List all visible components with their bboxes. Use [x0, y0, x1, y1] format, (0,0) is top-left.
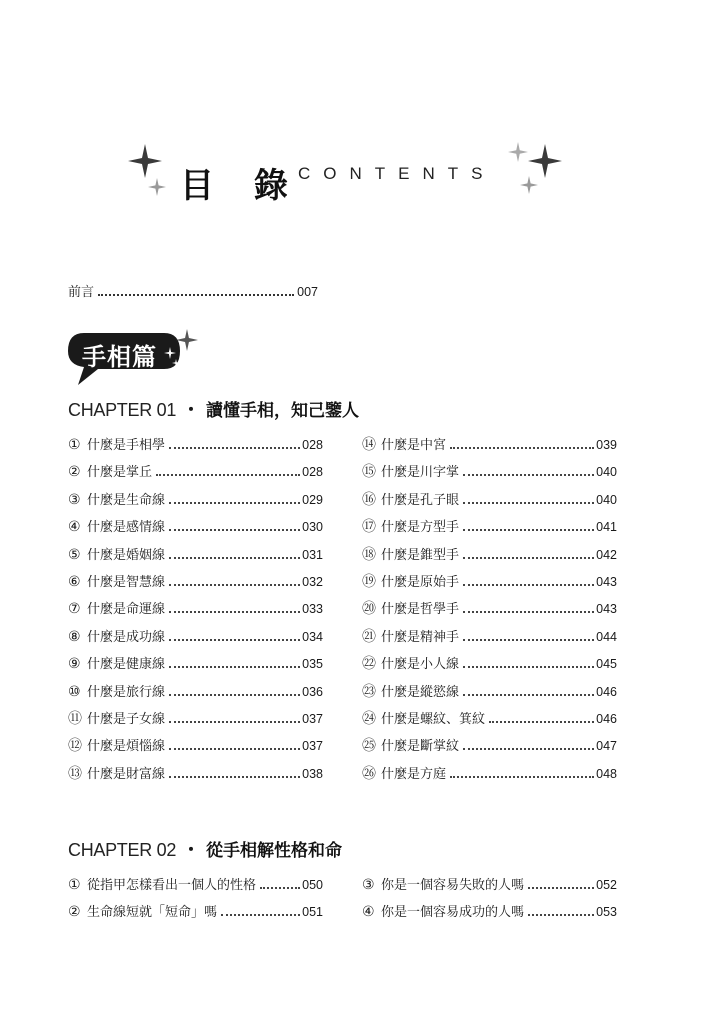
- entry-page: 032: [302, 574, 323, 589]
- entry-number: ⑳: [362, 601, 376, 618]
- entry-number: ⑮: [362, 464, 376, 481]
- toc-entry[interactable]: [362, 681, 617, 708]
- entry-page: 028: [302, 465, 323, 480]
- leader-dots: [169, 557, 300, 559]
- entry-page: 050: [302, 878, 323, 892]
- chapter-number: CHAPTER 01: [68, 400, 177, 420]
- toc-entry[interactable]: [362, 489, 617, 516]
- entry-number: ㉕: [362, 738, 376, 755]
- leader-dots: [450, 776, 594, 778]
- entry-number: ⑬: [68, 765, 82, 782]
- entry-title: 什麼是川字掌: [381, 465, 460, 481]
- entry-title: 什麼是智慧線: [87, 574, 166, 590]
- toc-entry[interactable]: [362, 626, 617, 653]
- leader-dots: [169, 694, 300, 696]
- leader-dots: [260, 887, 300, 889]
- toc-entry[interactable]: [68, 874, 323, 901]
- entry-number: ①: [68, 877, 81, 893]
- entry-title: 什麼是斷掌紋: [381, 739, 460, 755]
- entry-page: 053: [596, 905, 617, 920]
- entry-page: 036: [302, 684, 323, 699]
- chapter-separator: ・: [182, 400, 201, 421]
- entry-number: ⑭: [362, 437, 376, 453]
- toc-entry[interactable]: [68, 763, 323, 790]
- entry-title: 什麼是煩惱線: [87, 739, 166, 755]
- entry-title: 你是一個容易成功的人嗎: [381, 905, 525, 921]
- entry-page: 034: [302, 629, 323, 644]
- sparkle-icon: [508, 142, 528, 162]
- entry-title: 什麼是命運線: [87, 602, 166, 618]
- leader-dots: [528, 887, 594, 889]
- entry-number: ③: [68, 491, 81, 508]
- sparkle-icon: [176, 329, 198, 351]
- toc-entry[interactable]: [362, 516, 617, 543]
- entry-title: 什麼是小人線: [381, 657, 460, 673]
- leader-dots: [463, 748, 594, 750]
- leader-dots: [463, 584, 594, 586]
- entry-number: ⑪: [68, 710, 82, 727]
- page-subtitle: CONTENTS: [298, 164, 496, 183]
- toc-entry[interactable]: [362, 708, 617, 735]
- leader-dots: [169, 529, 300, 531]
- preface-label: 前言: [68, 285, 95, 300]
- entry-title: 什麼是哲學手: [381, 602, 460, 618]
- leader-dots: [463, 529, 594, 531]
- entry-number: ⑫: [68, 738, 82, 755]
- toc-preface-entry[interactable]: [68, 281, 318, 300]
- leader-dots: [169, 776, 300, 778]
- entry-page: 046: [596, 711, 617, 726]
- leader-dots: [463, 502, 594, 504]
- entry-number: ①: [68, 437, 81, 453]
- entry-number: ②: [68, 464, 81, 481]
- toc-entry[interactable]: [362, 763, 617, 790]
- entry-page: 043: [596, 602, 617, 617]
- preface-page: 007: [297, 285, 318, 299]
- entry-page: 045: [596, 657, 617, 672]
- entry-page: 039: [596, 438, 617, 452]
- entry-page: 042: [596, 547, 617, 562]
- entry-number: ⑧: [68, 628, 81, 645]
- toc-entry[interactable]: [362, 571, 617, 598]
- entry-title: 什麼是成功線: [87, 629, 166, 645]
- toc-entry[interactable]: [362, 598, 617, 625]
- sparkle-icon: [148, 178, 166, 196]
- leader-dots: [463, 639, 594, 641]
- leader-dots: [489, 721, 594, 723]
- entry-title: 從指甲怎樣看出一個人的性格: [87, 878, 257, 893]
- entry-number: ㉔: [362, 710, 376, 727]
- toc-entry[interactable]: [68, 434, 323, 461]
- toc-entry[interactable]: [362, 544, 617, 571]
- leader-dots: [528, 914, 594, 916]
- chapter-title: 讀懂手相，知己鑒人: [206, 401, 360, 421]
- entry-number: ④: [362, 904, 375, 921]
- entry-page: 037: [302, 739, 323, 754]
- toc-entry[interactable]: [68, 735, 323, 762]
- entry-number: ⑲: [362, 573, 376, 590]
- entry-number: ⑥: [68, 573, 81, 590]
- chapter-02-left-list: [68, 874, 323, 929]
- entry-number: ㉖: [362, 765, 376, 782]
- leader-dots: [169, 611, 300, 613]
- contents-header: [0, 140, 725, 210]
- entry-page: 041: [596, 520, 617, 535]
- toc-entry[interactable]: [68, 598, 323, 625]
- entry-title: 什麼是感情線: [87, 520, 166, 536]
- entry-number: ⑱: [362, 546, 376, 563]
- entry-page: 047: [596, 739, 617, 754]
- entry-title: 什麼是財富線: [87, 766, 166, 782]
- toc-entry[interactable]: [68, 489, 323, 516]
- page-title: 目 錄: [180, 166, 302, 206]
- chapter-02-right-list: [362, 874, 617, 929]
- entry-title: 什麼是子女線: [87, 711, 166, 727]
- entry-number: ⑤: [68, 546, 81, 563]
- toc-entry[interactable]: [68, 544, 323, 571]
- entry-page: 046: [596, 684, 617, 699]
- entry-title: 什麼是生命線: [87, 492, 166, 508]
- entry-number: ㉓: [362, 683, 376, 700]
- toc-entry[interactable]: [68, 626, 323, 653]
- entry-title: 什麼是旅行線: [87, 684, 166, 700]
- entry-page: 030: [302, 520, 323, 535]
- entry-title: 什麼是錐型手: [381, 547, 460, 563]
- entry-title: 什麼是掌丘: [87, 465, 153, 481]
- entry-title: 什麼是原始手: [381, 574, 460, 590]
- entry-number: ㉑: [362, 628, 376, 645]
- toc-entry[interactable]: [68, 708, 323, 735]
- entry-number: ㉒: [362, 656, 376, 673]
- chapter-01-right-list: [362, 434, 617, 790]
- leader-dots: [450, 447, 594, 449]
- entry-number: ②: [68, 904, 81, 921]
- leader-dots: [169, 584, 300, 586]
- toc-entry[interactable]: [68, 461, 323, 488]
- entry-number: ⑨: [68, 656, 81, 673]
- sparkle-icon: [520, 176, 538, 194]
- entry-number: ③: [362, 877, 375, 893]
- leader-dots: [463, 557, 594, 559]
- entry-page: 031: [302, 547, 323, 562]
- section-badge: [64, 327, 204, 389]
- toc-entry[interactable]: [362, 434, 617, 461]
- entry-number: ⑩: [68, 683, 81, 700]
- entry-title: 什麼是精神手: [381, 629, 460, 645]
- entry-number: ⑦: [68, 601, 81, 618]
- entry-title: 什麼是縱慾線: [381, 684, 460, 700]
- entry-page: 035: [302, 657, 323, 672]
- leader-dots: [156, 474, 300, 476]
- sparkle-icon: [528, 144, 562, 178]
- toc-entry[interactable]: [68, 901, 323, 928]
- sparkle-icon: [172, 359, 180, 367]
- entry-title: 什麼是婚姻線: [87, 547, 166, 563]
- section-badge-label: 手相篇: [82, 343, 157, 371]
- entry-page: 029: [302, 492, 323, 507]
- toc-entry[interactable]: [68, 653, 323, 680]
- toc-entry[interactable]: [362, 735, 617, 762]
- entry-title: 生命線短就「短命」嗎: [87, 905, 218, 921]
- entry-title: 你是一個容易失敗的人嗎: [381, 878, 525, 893]
- entry-page: 038: [302, 766, 323, 781]
- leader-dots: [169, 748, 300, 750]
- toc-entry[interactable]: [362, 901, 617, 928]
- chapter-01-heading: [68, 396, 359, 422]
- chapter-02-heading: [68, 836, 342, 862]
- entry-page: 052: [596, 878, 617, 892]
- toc-entry[interactable]: [68, 571, 323, 598]
- toc-entry[interactable]: [362, 653, 617, 680]
- sparkle-icon: [164, 347, 176, 359]
- toc-entry[interactable]: [362, 874, 617, 901]
- leader-dots: [463, 666, 594, 668]
- leader-dots: [463, 694, 594, 696]
- leader-dots: [169, 666, 300, 668]
- entry-number: ⑯: [362, 491, 376, 508]
- leader-dots: [98, 294, 294, 296]
- leader-dots: [169, 447, 300, 449]
- entry-page: 051: [302, 905, 323, 920]
- entry-number: ⑰: [362, 519, 376, 536]
- entry-title: 什麼是孔子眼: [381, 492, 460, 508]
- leader-dots: [169, 639, 300, 641]
- entry-title: 什麼是手相學: [87, 438, 166, 453]
- leader-dots: [463, 474, 594, 476]
- entry-page: 044: [596, 629, 617, 644]
- entry-page: 048: [596, 766, 617, 781]
- chapter-title: 從手相解性格和命: [206, 841, 343, 861]
- chapter-01-left-list: [68, 434, 323, 790]
- entry-title: 什麼是方庭: [381, 766, 447, 782]
- sparkle-icon: [128, 144, 162, 178]
- chapter-number: CHAPTER 02: [68, 840, 177, 860]
- entry-page: 037: [302, 711, 323, 726]
- entry-page: 043: [596, 574, 617, 589]
- entry-title: 什麼是健康線: [87, 657, 166, 673]
- leader-dots: [169, 502, 300, 504]
- entry-title: 什麼是螺紋、箕紋: [381, 711, 486, 727]
- entry-page: 028: [302, 438, 323, 452]
- toc-entry[interactable]: [68, 516, 323, 543]
- leader-dots: [221, 914, 300, 916]
- entry-page: 040: [596, 465, 617, 480]
- entry-title: 什麼是方型手: [381, 520, 460, 536]
- toc-entry[interactable]: [362, 461, 617, 488]
- entry-page: 040: [596, 492, 617, 507]
- chapter-separator: ・: [182, 840, 201, 861]
- toc-entry[interactable]: [68, 681, 323, 708]
- leader-dots: [463, 611, 594, 613]
- entry-number: ④: [68, 519, 81, 536]
- leader-dots: [169, 721, 300, 723]
- entry-page: 033: [302, 602, 323, 617]
- entry-title: 什麼是中宮: [381, 438, 447, 453]
